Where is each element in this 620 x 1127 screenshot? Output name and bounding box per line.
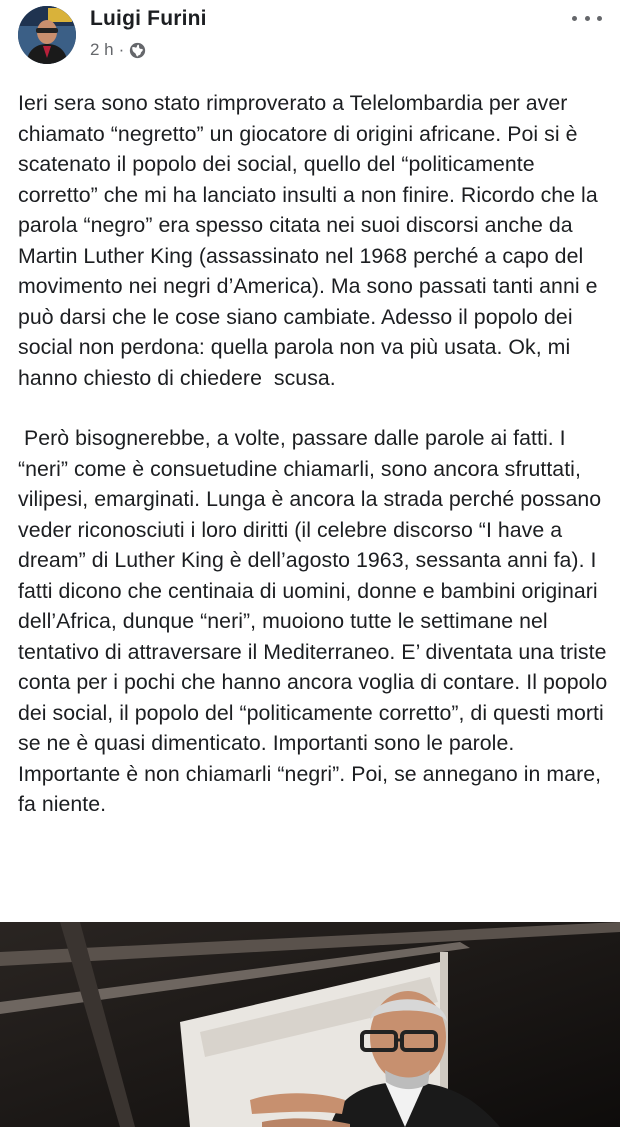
avatar[interactable] — [18, 6, 76, 64]
post-paragraph-2: Però bisognerebbe, a volte, passare dalle parole ai fatti. I “neri” come è consuetudine chiamarli, sono ancora sfruttati, vilipesi, emarginati. Lunga è ancora la strada perché possano veder riconosciuti i loro diritti (il celebre discorso “I have a dream” di Luther King è dell’agosto 1963, sessanta anni fa). I fatti dicono che centinaia di uomini, donne e bambini originari dell’Africa, dunque “neri”, muoiono tutte le settimane nel tentativo di attraversare il Mediterraneo. E’ diventata una triste conta per i pochi che hanno ancora voglia di contare. Il popolo dei social, il popolo del “politicamente corretto”, di questi morti se ne è quasi dimenticato. Importanti sono le parole. Importante è non chiamarli “negri”. Poi, se annegano in mare, fa niente. — [18, 426, 614, 816]
more-options-icon[interactable] — [572, 8, 602, 28]
globe-icon — [129, 42, 146, 59]
photo-image — [0, 922, 620, 1127]
author-name[interactable]: Luigi Furini — [90, 7, 207, 30]
avatar-image — [18, 6, 76, 64]
post-meta — [90, 40, 146, 60]
meta-separator: · — [118, 40, 125, 59]
post-header — [0, 0, 620, 72]
post-paragraph-1: Ieri sera sono stato rimproverato a Telelombardia per aver chiamato “negretto” un giocatore di origini africane. Poi si è scatenato il popolo dei social, quello del “politicamente corretto” che mi ha lanciato insulti a non finire. Ricordo che la parola “negro” era spesso citata nei suoi discorsi anche da Martin Luther King (assassinato nel 1968 perché a capo del movimento nei negri d’America). Ma sono passati tanti anni e può darsi che le cose siano cambiate. Adesso il popolo dei social non perdona: quella parola non va più usata. Ok, mi hanno chiesto di chiedere scusa. — [18, 91, 604, 390]
post-photo[interactable] — [0, 922, 620, 1127]
post-text — [18, 88, 614, 820]
post-time[interactable]: 2 h — [90, 40, 114, 59]
